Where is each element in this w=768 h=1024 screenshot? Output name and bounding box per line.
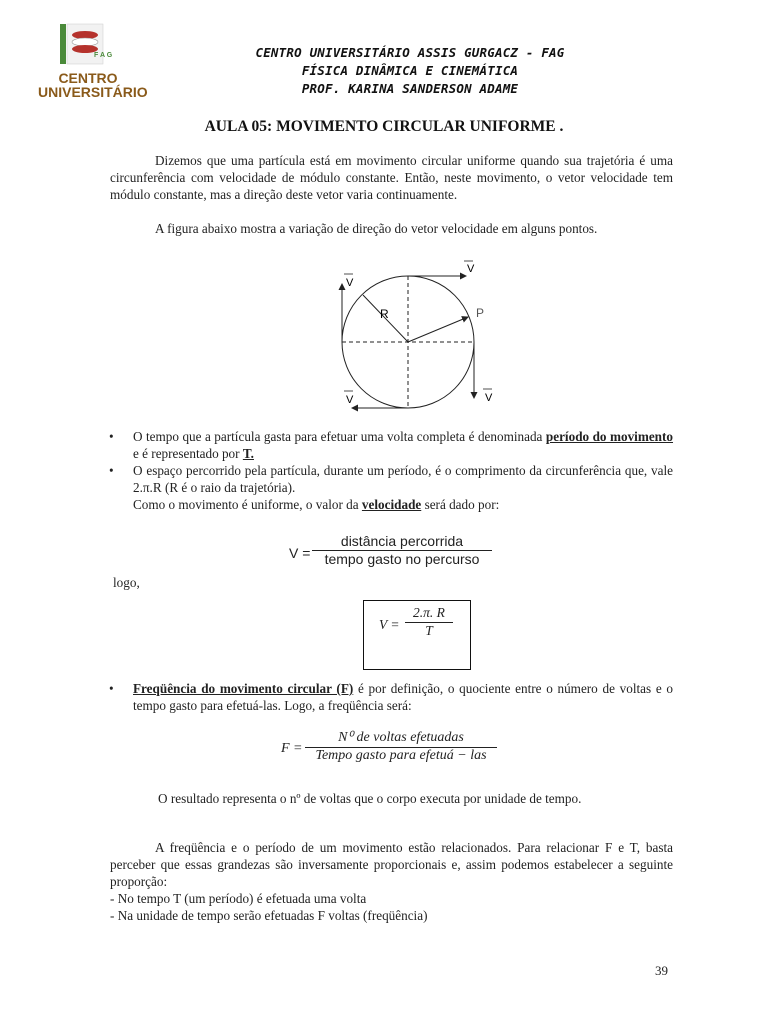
page-title: AULA 05: MOVIMENTO CIRCULAR UNIFORME . xyxy=(204,118,564,135)
bullet-dot: • xyxy=(109,681,114,696)
logo-line1: CENTRO xyxy=(58,70,118,86)
bullet2-term: velocidade xyxy=(361,497,422,512)
bullet2-text: O espaço percorrido pela partícula, durante um período, é o comprimento da circunferência que, vale 2.π.R (R é o raio da trajetória). xyxy=(133,463,673,495)
intro-paragraph-2: A figura abaixo mostra a variação de direção do vetor velocidade em alguns pontos. xyxy=(155,221,598,236)
formula-v-denominator: tempo gasto no percurso xyxy=(324,551,480,567)
formula-box-denominator: T xyxy=(425,623,433,638)
result-text: O resultado representa o nº de voltas que o corpo executa por unidade de tempo. xyxy=(158,791,582,806)
p-label: P xyxy=(476,306,485,320)
formula-v-numerator: distância percorrida xyxy=(312,533,492,551)
v-label-left: V xyxy=(346,277,354,289)
header-line1: CENTRO UNIVERSITÁRIO ASSIS GURGACZ - FAG xyxy=(255,45,565,60)
bullet-espaco xyxy=(110,462,673,513)
bullet3-term: Freqüência do movimento circular (F) xyxy=(133,681,354,696)
bullet1-text: O tempo que a partícula gasta para efetuar uma volta completa é denominada xyxy=(133,429,546,444)
formula-f-numerator: N⁰ de voltas efetuadas xyxy=(305,729,497,748)
bullet3-text: é por definição, o quociente entre o número de voltas e o tempo gasto para efetuá-las. Logo, a freqüência será: xyxy=(133,681,673,713)
formula-box-numerator: 2.π. R xyxy=(405,605,453,623)
bullet-dot: • xyxy=(109,429,114,444)
formula-f-fraction xyxy=(305,729,497,764)
relation-line-2: - Na unidade de tempo serão efetuadas F voltas (freqüência) xyxy=(110,908,428,923)
header-line2: FÍSICA DINÂMICA E CINEMÁTICA xyxy=(301,63,519,78)
formula-box-lhs: V = xyxy=(379,617,400,632)
bullet-periodo xyxy=(110,428,673,462)
logo-word: logo, xyxy=(113,575,140,590)
intro-paragraph-1: Dizemos que uma partícula está em movimento circular uniforme quando sua trajetória é uma circunferência com velocidade de módulo constante. Então, neste movimento, o vetor velocidade tem módulo constante, mas a direção deste vetor varia continuamente. xyxy=(110,153,673,202)
logo-line2: UNIVERSITÁRIO xyxy=(38,84,148,100)
v-label-top: V xyxy=(467,263,475,275)
page-number: 39 xyxy=(655,963,668,978)
formula-v-fraction xyxy=(312,533,492,567)
formula-f-lhs: F = xyxy=(281,741,303,756)
radius-p xyxy=(408,317,468,342)
bullet1-mid: e é representado por xyxy=(133,446,243,461)
logo-badge: F A G xyxy=(94,52,113,59)
bullet2-line2-post: será dado por: xyxy=(421,497,500,512)
bullet-frequencia xyxy=(110,680,673,714)
formula-v-lhs: V = xyxy=(289,545,311,561)
bullet1-term: período do movimento xyxy=(545,429,674,444)
formula-f-denominator: Tempo gasto para efetuá − las xyxy=(315,748,487,763)
bullet1-symbol: T. xyxy=(242,446,254,461)
bullet2-line2-text: Como o movimento é uniforme, o valor da xyxy=(133,497,362,512)
v-label-right: V xyxy=(485,392,493,404)
bullet-dot: • xyxy=(109,463,114,478)
formula-box-fraction xyxy=(405,605,453,639)
relation-line-1: - No tempo T (um período) é efetuada uma volta xyxy=(110,891,367,906)
relation-paragraph: A freqüência e o período de um movimento estão relacionados. Para relacionar F e T, basta perceber que essas grandezas são inversamente proporcionais e, assim podemos estabelecer a seguinte proporção: xyxy=(110,840,673,889)
v-label-bottom: V xyxy=(346,394,354,406)
fag-logo xyxy=(38,22,148,102)
circular-motion-figure xyxy=(330,255,510,415)
logo-emblem-icon xyxy=(38,22,138,70)
header-line3: PROF. KARINA SANDERSON ADAME xyxy=(301,81,519,96)
r-label: R xyxy=(380,307,389,321)
